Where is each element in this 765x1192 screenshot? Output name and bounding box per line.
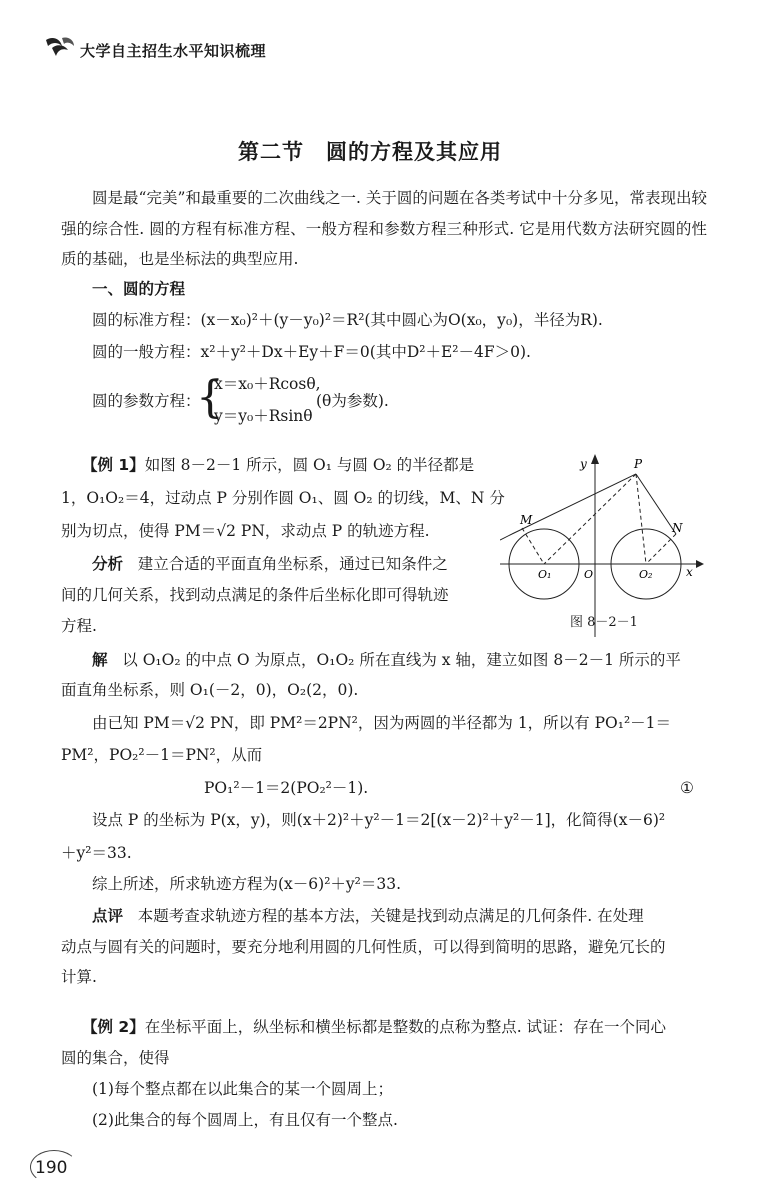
x-axis-arrow-icon	[696, 560, 704, 568]
solution-line-1	[92, 645, 681, 675]
subheading-circle-equation: 一、圆的方程	[92, 280, 186, 298]
analysis-line-2: 间的几何关系，找到动点满足的条件后坐标化即可得轨迹	[61, 586, 449, 604]
param-note: (θ为参数).	[316, 392, 389, 410]
analysis-line-3: 方程.	[61, 617, 97, 635]
analysis-line-1	[92, 549, 448, 579]
example-2-line-2: 圆的集合，使得	[61, 1049, 170, 1067]
param-label: 圆的参数方程：	[92, 392, 201, 410]
label-n: N	[672, 521, 683, 535]
solution-line-5: 设点 P 的坐标为 P(x，y)，则(x＋2)²＋y²－1＝2[(x－2)²＋y²－1]，化简得(x－6)²	[92, 811, 666, 829]
solution-line-2: 面直角坐标系，则 O₁(－2，0)，O₂(2，0).	[61, 681, 359, 699]
analysis-text-1: 建立合适的平面直角坐标系，通过已知条件之	[137, 555, 448, 573]
solution-line-7: 综上所述，所求轨迹方程为(x－6)²＋y²＝33.	[92, 875, 402, 893]
label-x: x	[686, 565, 693, 579]
standard-equation: 圆的标准方程：(x－x₀)²＋(y－y₀)²＝R²(其中圆心为O(x₀，y₀)，半径为R).	[92, 311, 603, 329]
figure-caption: 图 8－2－1	[570, 615, 638, 630]
solution-line-6: ＋y²＝33.	[61, 844, 132, 862]
header-title: 大学自主招生水平知识梳理	[80, 42, 267, 60]
y-axis-arrow-icon	[591, 454, 599, 464]
solution-label: 解	[92, 651, 108, 669]
general-equation: 圆的一般方程：x²＋y²＋Dx＋Ey＋F＝0(其中D²＋E²－4F＞0).	[92, 343, 531, 361]
label-p: P	[634, 457, 643, 471]
section-title: 第二节 圆的方程及其应用	[238, 140, 502, 164]
brace-icon: {	[196, 372, 224, 423]
label-y: y	[580, 457, 587, 471]
param-line-2: y＝y₀＋Rsinθ	[214, 407, 313, 425]
example-2-text-1: 在坐标平面上，纵坐标和横坐标都是整数的点称为整点. 试证：存在一个同心	[144, 1018, 667, 1036]
label-o2: O₂	[639, 568, 653, 581]
comment-text-1: 本题考查求轨迹方程的基本方法，关键是找到动点满足的几何条件. 在处理	[137, 907, 644, 925]
example-1-text-1: 如图 8－2－1 所示，圆 O₁ 与圆 O₂ 的半径都是	[144, 456, 475, 474]
example-2-item-2: (2)此集合的每个圆周上，有且仅有一个整点.	[92, 1111, 398, 1129]
solution-text-1: 以 O₁O₂ 的中点 O 为原点，O₁O₂ 所在直线为 x 轴，建立如图 8－2－1 所示的平	[122, 651, 681, 669]
dashed-n-o2	[646, 534, 676, 564]
solution-equation: PO₁²－1＝2(PO₂²－1).	[204, 779, 369, 797]
intro-paragraph: 圆是最“完美”和最重要的二次曲线之一. 关于圆的问题在各类考试中十分多见，常表现出较强的综合性. 圆的方程有标准方程、一般方程和参数方程三种形式. 它是用代数方法研究圆的性质的基础，也是坐标法的典型应用.	[61, 189, 707, 268]
label-o1: O₁	[538, 568, 552, 581]
solution-line-3: 由已知 PM＝√2 PN，即 PM²＝2PN²，因为两圆的半径都为 1，所以有 PO₁²－1＝	[92, 714, 672, 732]
comment-line-1	[92, 901, 644, 931]
example-1-line-1	[82, 450, 474, 480]
dashed-p-o1	[544, 474, 636, 564]
label-o: O	[584, 568, 594, 581]
dashed-m-o1	[522, 528, 544, 564]
example-2-item-1: (1)每个整点都在以此集合的某一个圆周上；	[92, 1080, 393, 1098]
param-line-1: x＝x₀＋Rcosθ,	[214, 375, 321, 393]
example-1-line-2: 1，O₁O₂＝4，过动点 P 分别作圆 O₁、圆 O₂ 的切线，M、N 分	[61, 489, 505, 507]
solution-line-4: PM²，PO₂²－1＝PN²，从而	[61, 746, 263, 764]
analysis-label: 分析	[92, 555, 124, 573]
equation-number: ①	[680, 779, 694, 797]
line-m-extension	[500, 534, 512, 540]
example-2-label: 【例 2】	[82, 1018, 145, 1036]
comment-line-2: 动点与圆有关的问题时，要充分地利用圆的几何性质，可以得到简明的思路，避免冗长的	[61, 938, 666, 956]
example-2-line-1	[82, 1012, 666, 1042]
comment-label: 点评	[92, 907, 124, 925]
label-m: M	[520, 513, 533, 527]
example-1-line-3: 别为切点，使得 PM＝√2 PN，求动点 P 的轨迹方程.	[61, 522, 430, 540]
comment-line-3: 计算.	[61, 968, 97, 986]
header-logo-icon	[44, 34, 76, 60]
page-number: 190	[35, 1158, 68, 1178]
example-1-label: 【例 1】	[82, 456, 145, 474]
